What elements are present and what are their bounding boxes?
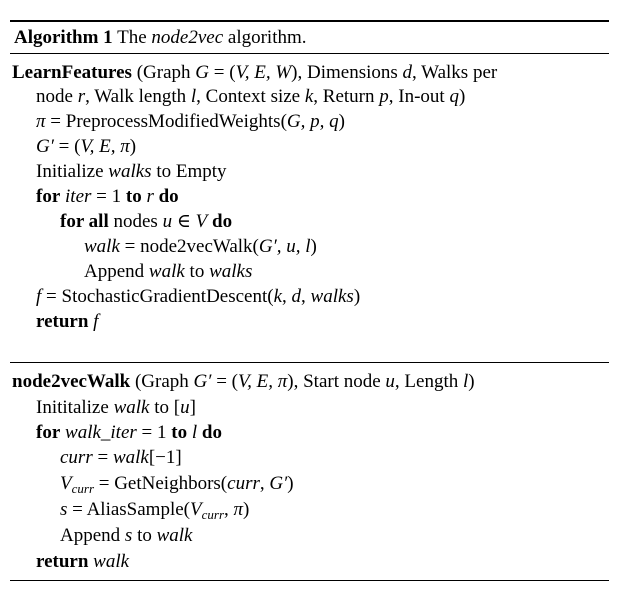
step-init-walks: [36, 160, 227, 184]
text: Append: [84, 261, 149, 282]
section-divider-rule: [10, 362, 609, 363]
top-rule: [10, 20, 609, 22]
math: π: [233, 499, 244, 520]
math: s: [124, 525, 133, 546]
text: nodes: [108, 211, 163, 232]
step-return-walk: [36, 550, 129, 574]
text: node: [36, 86, 78, 107]
caption-text-prefix: The: [117, 27, 152, 48]
text: , Walk length: [85, 86, 191, 107]
keyword: for: [36, 422, 61, 443]
math: G′: [193, 371, 212, 392]
step-init-walk: [36, 396, 196, 420]
step-append-s: [60, 524, 192, 548]
text: = AliasSample(: [67, 499, 190, 520]
math: V, E, π: [237, 371, 288, 392]
text: = (: [211, 371, 238, 392]
text: to: [132, 525, 157, 546]
algorithm-caption: [14, 26, 307, 50]
caption-text-suffix: algorithm.: [223, 27, 307, 48]
math: l: [190, 86, 197, 107]
math: V, E, π: [80, 136, 130, 157]
math: l: [191, 422, 198, 443]
math: π: [36, 111, 46, 132]
text: ): [468, 371, 475, 392]
text: ): [243, 499, 250, 520]
math: r: [146, 186, 154, 207]
math: walk: [84, 236, 120, 257]
text: ∈: [172, 211, 196, 232]
math: V, E, W: [235, 62, 292, 83]
math: k: [273, 286, 283, 307]
node2vecwalk-signature: [12, 370, 475, 394]
math: d: [291, 286, 302, 307]
text: to Empty: [151, 161, 227, 182]
step-graph-def: [36, 135, 136, 159]
algorithm-label: Algorithm 1: [14, 27, 113, 48]
math: u: [385, 371, 395, 392]
text: ): [338, 111, 345, 132]
text: ,: [259, 473, 270, 494]
keyword: to: [125, 186, 142, 207]
math: walk: [93, 551, 130, 572]
keyword: do: [212, 211, 233, 232]
text: = 1: [91, 186, 126, 207]
text: ]: [189, 397, 196, 418]
math: V: [195, 211, 208, 232]
text: = StochasticGradientDescent(: [41, 286, 274, 307]
math: iter: [65, 186, 92, 207]
math: k: [304, 86, 314, 107]
text: ), Start node: [287, 371, 386, 392]
text: = (: [53, 136, 81, 157]
text: Append: [60, 525, 125, 546]
text: = (: [209, 62, 236, 83]
text: ), Dimensions: [291, 62, 403, 83]
math: G′: [269, 473, 288, 494]
math: walks: [108, 161, 152, 182]
text: = node2vecWalk(: [119, 236, 259, 257]
math: r: [77, 86, 86, 107]
text: ,: [301, 286, 311, 307]
math: walk: [156, 525, 193, 546]
text: to [: [149, 397, 181, 418]
math: f: [36, 286, 42, 307]
math: curr: [60, 447, 93, 468]
text: ): [129, 136, 137, 157]
math: l: [463, 371, 469, 392]
text: [−1]: [148, 447, 182, 468]
text: , In-out: [388, 86, 450, 107]
keyword: for: [36, 186, 61, 207]
text: , Context size: [196, 86, 305, 107]
text: ): [287, 473, 294, 494]
math: V: [190, 499, 202, 520]
text: ): [353, 286, 361, 307]
text: Initialize: [36, 161, 109, 182]
keyword: to: [171, 422, 188, 443]
text: (Graph: [130, 371, 194, 392]
keyword: do: [158, 186, 179, 207]
step-walk-call: [84, 235, 317, 259]
math: s: [60, 499, 68, 520]
bottom-rule: [10, 580, 609, 581]
caption-rule: [10, 53, 609, 54]
subscript: curr: [201, 507, 224, 522]
procedure-name: LearnFeatures: [12, 62, 132, 83]
text: =: [92, 447, 113, 468]
learnfeatures-signature-cont: [36, 85, 465, 109]
math: d: [402, 62, 413, 83]
math: G′, u, l: [258, 236, 311, 257]
text: ,: [282, 286, 292, 307]
text: , Length: [394, 371, 463, 392]
text: = PreprocessModifiedWeights(: [45, 111, 287, 132]
keyword: for all: [60, 211, 109, 232]
step-for-walk-iter: [36, 421, 222, 445]
step-preprocess: [36, 110, 345, 134]
math: walks: [310, 286, 354, 307]
math: walks: [209, 261, 253, 282]
math: G′: [36, 136, 54, 157]
math: G: [195, 62, 210, 83]
text: , Walks per: [412, 62, 498, 83]
text: ,: [224, 499, 234, 520]
text: , Return: [313, 86, 380, 107]
step-sgd: [36, 285, 360, 309]
step-return-f: [36, 310, 98, 334]
math: q: [449, 86, 459, 107]
step-get-neighbors: [60, 472, 294, 496]
keyword: do: [201, 422, 222, 443]
text: to: [184, 261, 210, 282]
keyword: return: [36, 551, 89, 572]
learnfeatures-signature: [12, 61, 497, 85]
step-append-walk: [84, 260, 252, 284]
math: u: [162, 211, 173, 232]
text: = 1: [136, 422, 172, 443]
step-for-all-nodes: [60, 210, 232, 234]
text: (Graph: [131, 62, 196, 83]
text: ): [458, 86, 466, 107]
caption-algorithm-name: node2vec: [151, 27, 224, 48]
procedure-name: node2vecWalk: [12, 371, 131, 392]
math: curr: [227, 473, 260, 494]
math: walk: [113, 397, 150, 418]
text: = GetNeighbors(: [94, 473, 228, 494]
math: p: [379, 86, 389, 107]
math: walk: [148, 261, 185, 282]
math: V: [60, 473, 72, 494]
text: Inititalize: [36, 397, 114, 418]
text: ): [310, 236, 317, 257]
step-alias-sample: [60, 498, 249, 522]
step-for-iter: [36, 185, 179, 209]
math: G, p, q: [286, 111, 339, 132]
keyword: return: [36, 311, 89, 332]
math: walk: [112, 447, 149, 468]
math: u: [180, 397, 190, 418]
math: walk_iter: [65, 422, 137, 443]
step-curr: [60, 446, 182, 470]
math: f: [93, 311, 99, 332]
subscript: curr: [71, 481, 94, 496]
